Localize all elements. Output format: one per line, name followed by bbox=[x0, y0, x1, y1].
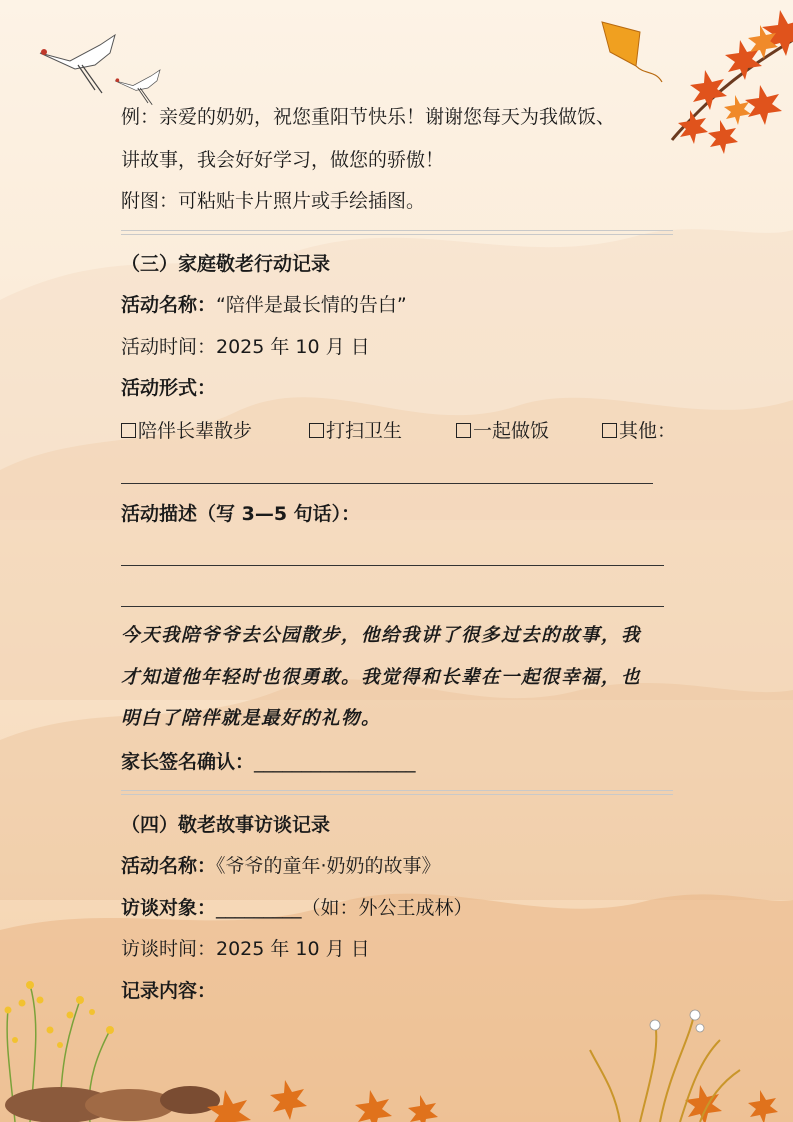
interview-time: 访谈时间：2025 年 10 月 日 bbox=[121, 938, 370, 960]
example-line-2: 讲故事，我会好好学习，做您的骄傲！ bbox=[121, 149, 445, 171]
signature-blank[interactable]: _________________ bbox=[254, 751, 416, 773]
example-line-1: 例：亲爱的奶奶，祝您重阳节快乐！谢谢您每天为我做饭、 bbox=[121, 106, 616, 128]
activity-name-label: 活动名称： bbox=[121, 294, 217, 316]
parent-signature bbox=[121, 749, 416, 775]
interviewee-blank[interactable]: _________ bbox=[216, 897, 302, 919]
activity-name-value: “陪伴是最长情的告白” bbox=[216, 294, 407, 316]
section3-activity-time: 活动时间：2025 年 10 月 日 bbox=[121, 336, 370, 358]
section-divider bbox=[121, 790, 673, 795]
description-line-1[interactable] bbox=[121, 565, 664, 566]
handwritten-line-3: 明白了陪伴就是最好的礼物。 bbox=[121, 708, 382, 729]
checkbox-cook[interactable] bbox=[456, 423, 471, 438]
section4-heading: （四）敬老故事访谈记录 bbox=[121, 814, 331, 836]
activity-form-options bbox=[121, 418, 681, 444]
checkbox-walk[interactable] bbox=[121, 423, 136, 438]
section-divider bbox=[121, 230, 673, 235]
section3-activity-name bbox=[121, 292, 407, 318]
description-line-2[interactable] bbox=[121, 606, 664, 607]
other-fill-line[interactable] bbox=[121, 483, 653, 484]
option-walk-label: 陪伴长辈散步 bbox=[138, 420, 253, 442]
option-clean-label: 打扫卫生 bbox=[326, 420, 403, 442]
option-cook-label: 一起做饭 bbox=[473, 420, 550, 442]
activity-name-value: 《爷爷的童年·奶奶的故事》 bbox=[216, 855, 441, 877]
option-other-label: 其他： bbox=[619, 420, 677, 442]
option-walk[interactable] bbox=[121, 418, 252, 444]
interviewee-row bbox=[121, 895, 473, 921]
signature-label: 家长签名确认： bbox=[121, 751, 255, 773]
handwritten-line-2: 才知道他年轻时也很勇敢。我觉得和长辈在一起很幸福，也 bbox=[121, 667, 642, 688]
record-content-label: 记录内容： bbox=[121, 980, 217, 1002]
option-cook[interactable] bbox=[456, 418, 549, 444]
section4-activity-name bbox=[121, 853, 441, 879]
activity-name-label: 活动名称： bbox=[121, 855, 217, 877]
checkbox-clean[interactable] bbox=[309, 423, 324, 438]
checkbox-other[interactable] bbox=[602, 423, 617, 438]
option-clean[interactable] bbox=[309, 418, 402, 444]
handwritten-line-1: 今天我陪爷爷去公园散步，他给我讲了很多过去的故事，我 bbox=[121, 625, 642, 646]
activity-description-label: 活动描述（写 3—5 句话）： bbox=[121, 503, 361, 525]
option-other[interactable] bbox=[602, 418, 676, 444]
activity-form-label: 活动形式： bbox=[121, 377, 217, 399]
section3-heading: （三）家庭敬老行动记录 bbox=[121, 253, 331, 275]
attachment-note: 附图：可粘贴卡片照片或手绘插图。 bbox=[121, 190, 426, 212]
interviewee-hint: （如：外公王成林） bbox=[301, 897, 473, 919]
interviewee-label: 访谈对象： bbox=[121, 897, 217, 919]
